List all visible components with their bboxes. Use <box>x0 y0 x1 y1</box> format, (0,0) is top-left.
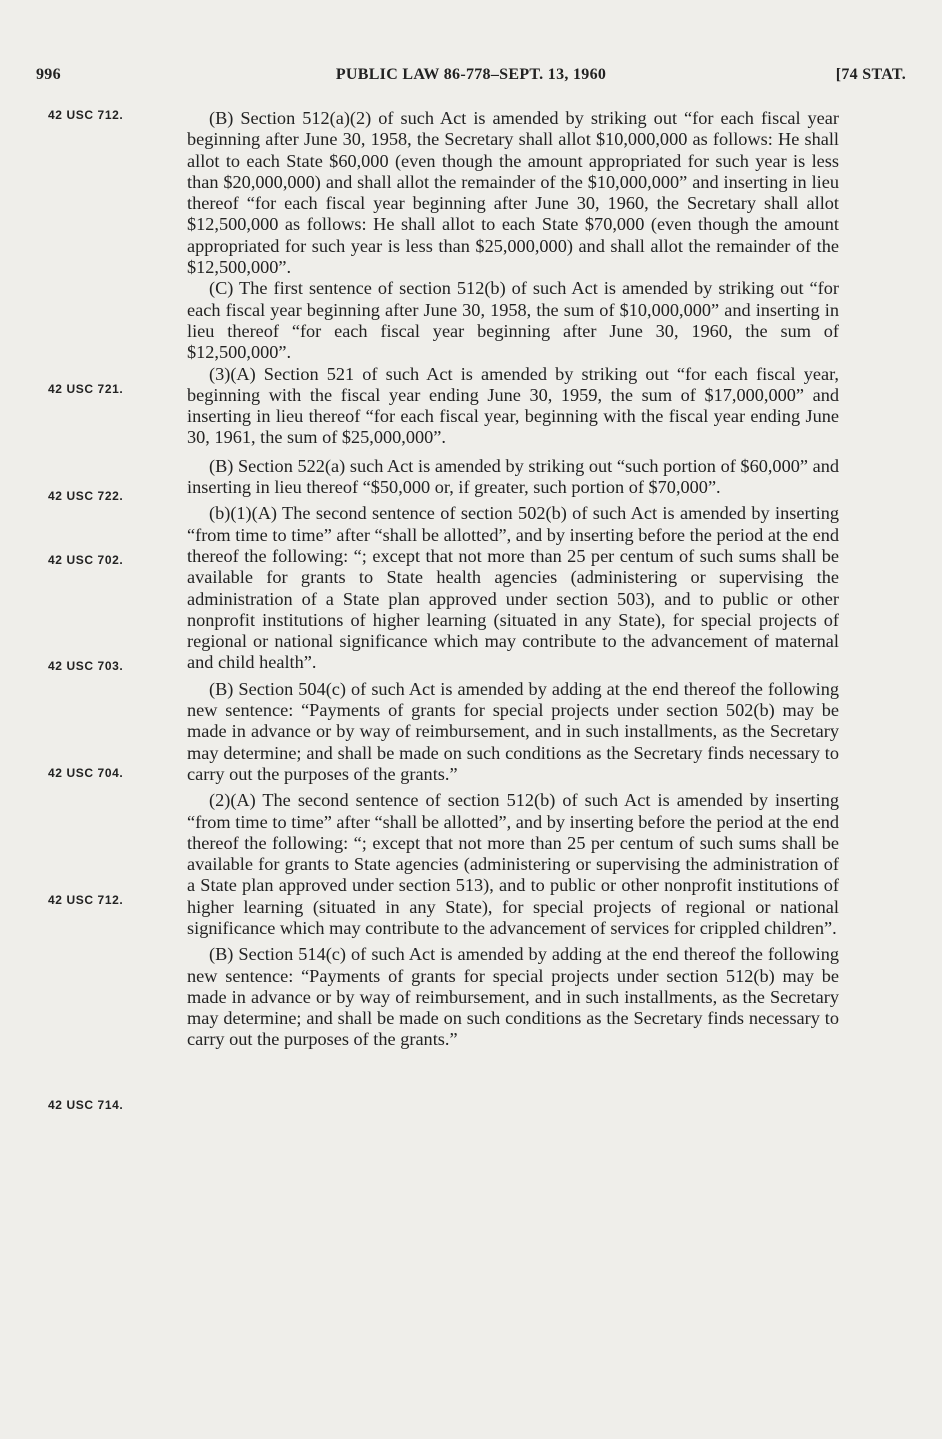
page-header <box>36 66 906 90</box>
running-title: PUBLIC LAW 86-778–SEPT. 13, 1960 <box>335 66 607 83</box>
margin-note: 42 USC 714. <box>48 1098 124 1112</box>
margin-note: 42 USC 721. <box>48 382 124 396</box>
paragraph: (2)(A) The second sentence of section 512(b) of such Act is amended by inserting “from time to time” after “shall be allotted”, and by inserting before the period at the end thereof the following: “; except that not more than 25 per centum of such sums shall be available for grants to State agencies (administering or supervising the administration of a State plan approved under section 513), and to public or other nonprofit institutions of higher learning (situated in any State), for special projects of regional or national significance which may contribute to the advancement of services for crippled children”. <box>187 790 839 938</box>
paragraph: (C) The first sentence of section 512(b) of such Act is amended by striking out “for each fiscal year beginning after June 30, 1958, the sum of $10,000,000” and inserting in lieu thereof “for each fiscal year beginning after June 30, 1960, the sum of $12,500,000”. <box>187 278 839 363</box>
margin-note: 42 USC 712. <box>48 108 124 122</box>
margin-note: 42 USC 722. <box>48 489 124 503</box>
margin-note: 42 USC 703. <box>48 659 124 673</box>
paragraph: (B) Section 514(c) of such Act is amended by adding at the end thereof the following new sentence: “Payments of grants for special projects under section 512(b) may be made in advance or by way of reimbursement, and in such installments, as the Secretary may determine; and shall be made on such conditions as the Secretary finds necessary to carry out the purposes of the grants.” <box>187 944 839 1050</box>
paragraph: (B) Section 512(a)(2) of such Act is amended by striking out “for each fiscal year beginning after June 30, 1958, the Secretary shall allot $10,000,000 as follows: He shall allot to each State $60,000 (even though the amount appropriated for such year is less than $20,000,000) and shall allot the remainder of the $10,000,000” and inserting in lieu thereof “for each fiscal year beginning after June 30, 1960, the Secretary shall allot $12,500,000 as follows: He shall allot to each State $70,000 (even though the amount appropriated for such year is less than $25,000,000) and shall allot the remainder of the $12,500,000”. <box>187 108 839 278</box>
margin-note: 42 USC 704. <box>48 766 124 780</box>
paragraph: (B) Section 504(c) of such Act is amended by adding at the end thereof the following new sentence: “Payments of grants for special projects under section 502(b) may be made in advance or by way of reimbursement, and in such installments, as the Secretary may determine; and shall be made on such conditions as the Secretary finds necessary to carry out the purposes of the grants.” <box>187 678 839 784</box>
paragraph: (b)(1)(A) The second sentence of section 502(b) of such Act is amended by inserting “from time to time” after “shall be allotted”, and by inserting before the period at the end thereof the following: “; except that not more than 25 per centum of such sums shall be available for grants to State health agencies (administering or supervising the administration of a State plan approved under section 503), and to public or other nonprofit institutions of higher learning (situated in any State), for special projects of regional or national significance which may contribute to the advancement of maternal and child health”. <box>187 503 839 673</box>
volume-reference: [74 STAT. <box>835 66 906 83</box>
paragraph: (3)(A) Section 521 of such Act is amended by striking out “for each fiscal year, beginning with the fiscal year ending June 30, 1959, the sum of $17,000,000” and inserting in lieu thereof “for each fiscal year, beginning with the fiscal year ending June 30, 1961, the sum of $25,000,000”. <box>187 363 839 448</box>
page-number: 996 <box>36 66 61 83</box>
margin-note: 42 USC 702. <box>48 553 124 567</box>
paragraph: (B) Section 522(a) such Act is amended by striking out “such portion of $60,000” and inserting in lieu thereof “$50,000 or, if greater, such portion of $70,000”. <box>187 455 839 498</box>
statute-text <box>187 108 839 1238</box>
margin-note: 42 USC 712. <box>48 893 124 907</box>
